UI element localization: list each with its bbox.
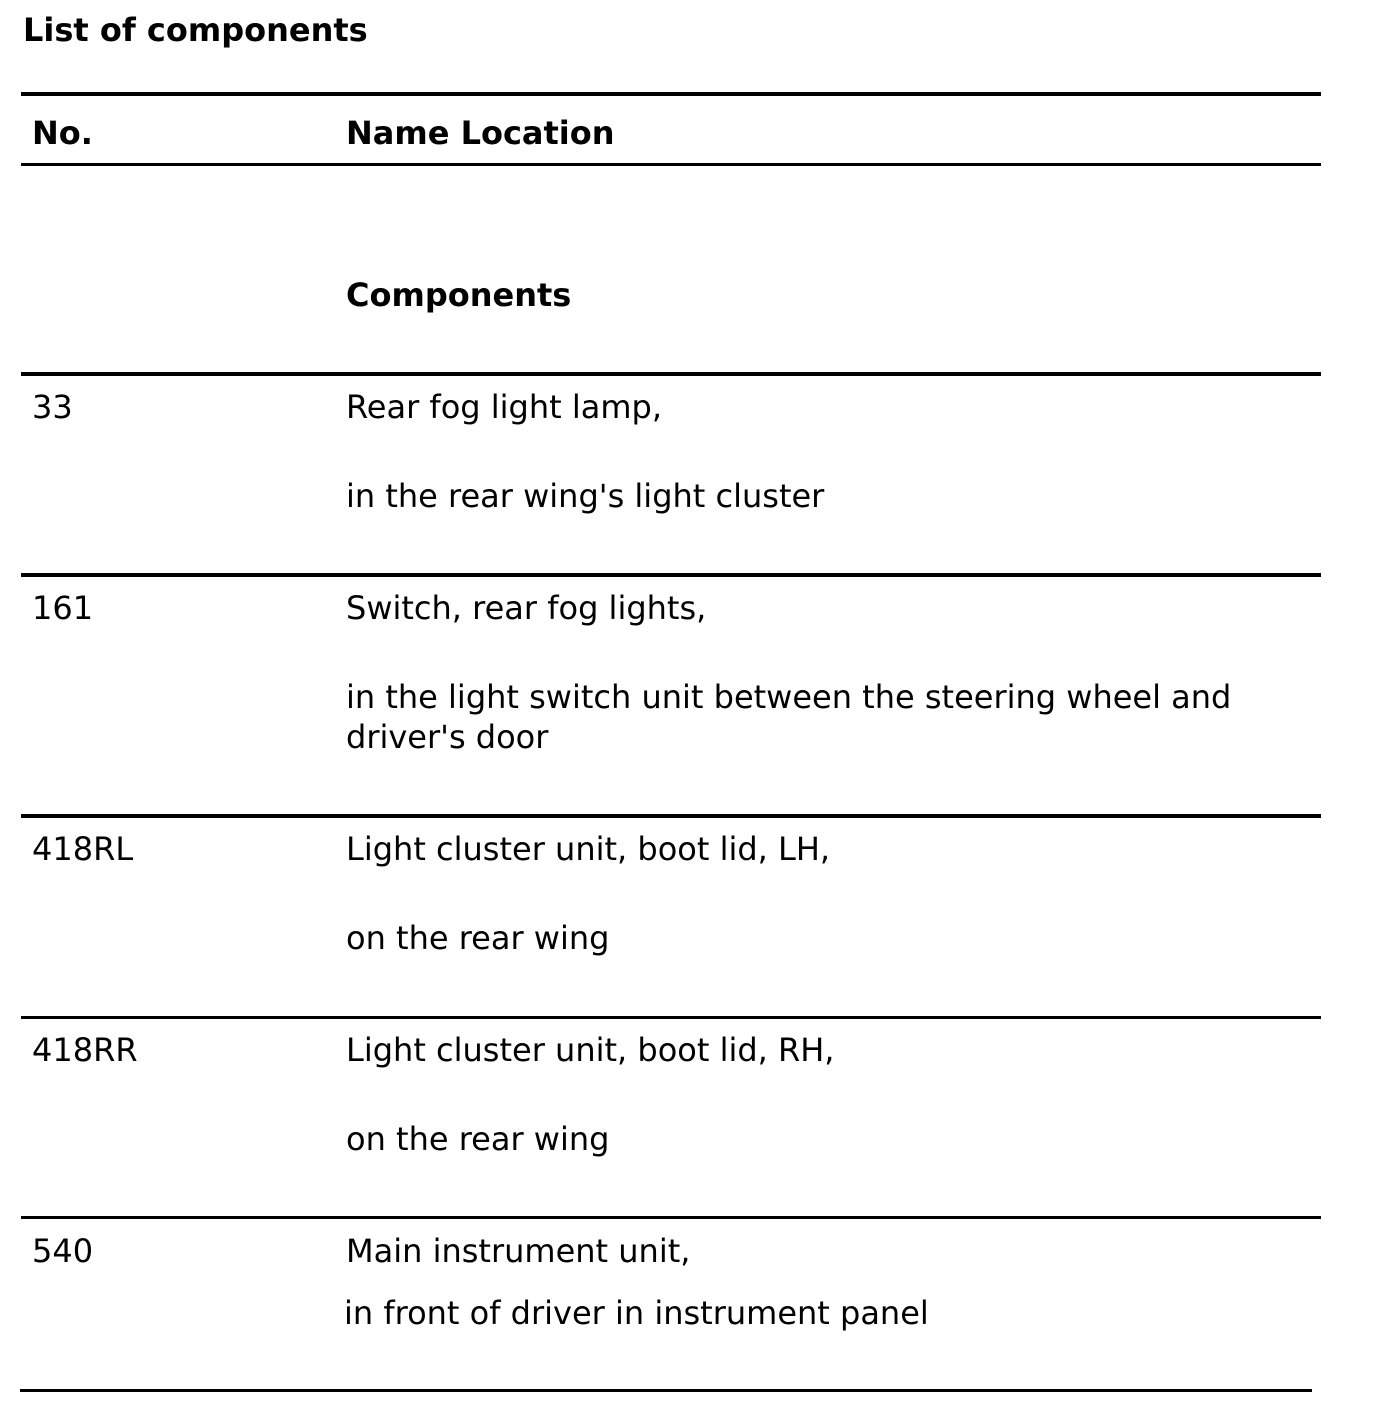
row-418rr-name: Light cluster unit, boot lid, RH, (346, 1031, 835, 1069)
row-33-location: in the rear wing's light cluster (346, 477, 825, 515)
row-divider (21, 372, 1321, 376)
row-divider (21, 1216, 1321, 1219)
row-418rl-name: Light cluster unit, boot lid, LH, (346, 830, 831, 868)
page-title: List of components (23, 11, 368, 49)
table-top-rule (21, 92, 1321, 96)
row-540-name: Main instrument unit, (346, 1232, 691, 1270)
row-divider (21, 573, 1321, 577)
row-161-number: 161 (32, 589, 94, 627)
row-418rr-number: 418RR (32, 1031, 138, 1069)
row-33-name: Rear fog light lamp, (346, 388, 662, 426)
row-540-location: in front of driver in instrument panel (344, 1294, 929, 1332)
row-161-name: Switch, rear fog lights, (346, 589, 707, 627)
row-33-number: 33 (32, 388, 73, 426)
row-divider (21, 1016, 1321, 1019)
row-418rr-location: on the rear wing (346, 1120, 610, 1158)
header-no: No. (32, 114, 93, 152)
table-bottom-rule (20, 1389, 1312, 1392)
header-bottom-rule (21, 163, 1321, 166)
row-540-number: 540 (32, 1232, 94, 1270)
row-161-location: in the light switch unit between the steering wheel and driver's door (346, 678, 1232, 756)
row-418rl-location: on the rear wing (346, 919, 610, 957)
header-name-location: Name Location (346, 114, 615, 152)
row-418rl-number: 418RL (32, 830, 134, 868)
section-label-components: Components (346, 276, 572, 314)
row-divider (21, 814, 1321, 818)
